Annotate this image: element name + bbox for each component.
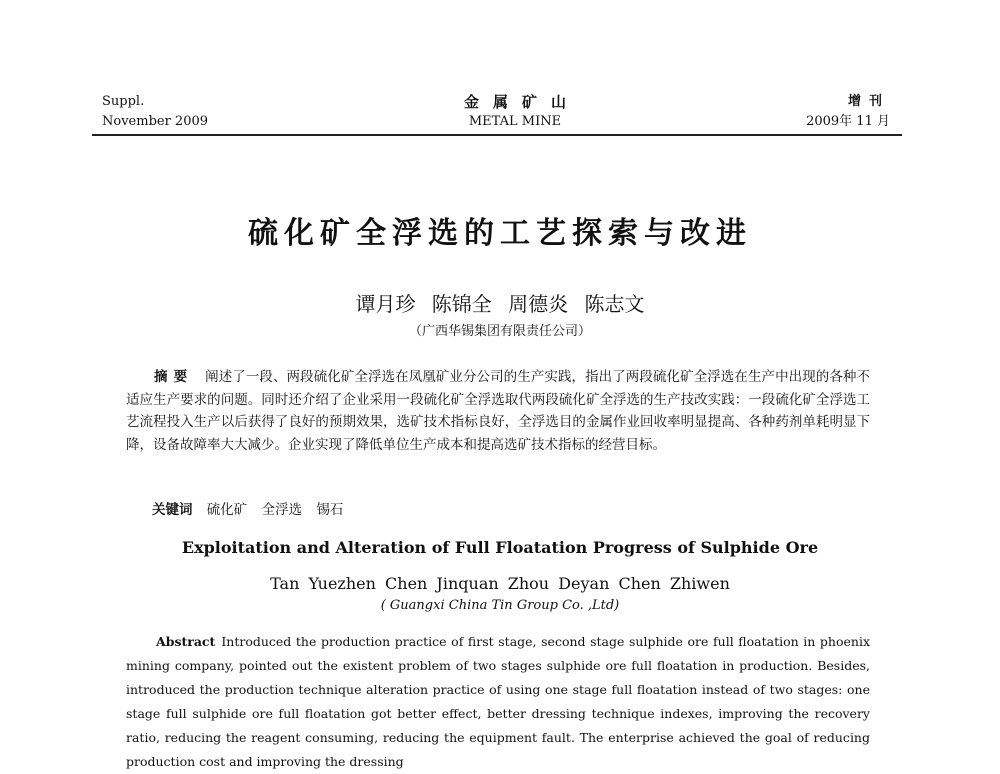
header-right [760, 92, 890, 132]
issue-date-en: November 2009 [102, 114, 209, 129]
abstract-cn-text: 阐述了一段、两段硫化矿全浮选在凤凰矿业分公司的生产实践，指出了两段硫化矿全浮选在生产中出现的各种不适应生产要求的问题。同时还介绍了企业采用一段硫化矿全浮选取代两段硫化矿全浮选的生产技改实践：一段硫化矿全浮选工艺流程投入生产以后获得了良好的预期效果，选矿技术指标良好，全浮选目的金属作业回收率明显提高、各种药剂单耗明显下降，设备故障率大大减少。企业实现了降低单位生产成本和提高选矿技术指标的经营目标。 [126, 369, 870, 453]
supplement-label: Suppl. [102, 94, 145, 109]
journal-name [400, 92, 630, 132]
journal-name-cn: 金属矿山 [463, 93, 580, 111]
affiliation-cn: （广西华锡集团有限责任公司） [408, 324, 591, 339]
abstract-en-text: Introduced the production practice of first stage, second stage sulphide ore full floatation in phoenix mining company, pointed out the existent problem of two stages sulphide ore full floatation in production. Besides, introduced the production technique alteration practice of using one stage full floatation instead of two stages: one stage full sulphide ore full floatation got better effect, better dressing technique indexes, improving the recovery ratio, reducing the reagent consuming, reducing the equipment fault. The enterprise achieved the goal of reducing production cost and improving the dressing [126, 634, 870, 769]
authors-en: Tan Yuezhen Chen Jinquan Zhou Deyan Chen Zhiwen [270, 574, 730, 593]
header-left [102, 92, 208, 132]
article-title-cn: 硫化矿全浮选的工艺探索与改进 [248, 216, 752, 251]
article-title-en: Exploitation and Alteration of Full Floatation Progress of Sulphide Ore [181, 538, 819, 557]
header-rule [92, 134, 902, 136]
affiliation-en: ( Guangxi China Tin Group Co. ,Ltd) [380, 598, 620, 613]
abstract-en [126, 630, 870, 774]
keywords-cn [152, 498, 353, 518]
issue-date-cn: 2009年 11 月 [806, 114, 890, 129]
keyword-item: 硫化矿 [206, 502, 248, 518]
keyword-item: 全浮选 [261, 502, 303, 518]
abstract-cn [126, 366, 870, 456]
supplement-label-cn: 增刊 [847, 94, 890, 109]
keyword-item: 锡石 [316, 502, 344, 518]
abstract-cn-label: 摘要 [154, 369, 194, 385]
journal-name-en: METAL MINE [468, 114, 562, 129]
keywords-cn-label: 关键词 [152, 502, 193, 518]
abstract-en-label: Abstract [156, 634, 216, 649]
authors-cn: 谭月珍 陈锦全 周德炎 陈志文 [355, 292, 645, 316]
